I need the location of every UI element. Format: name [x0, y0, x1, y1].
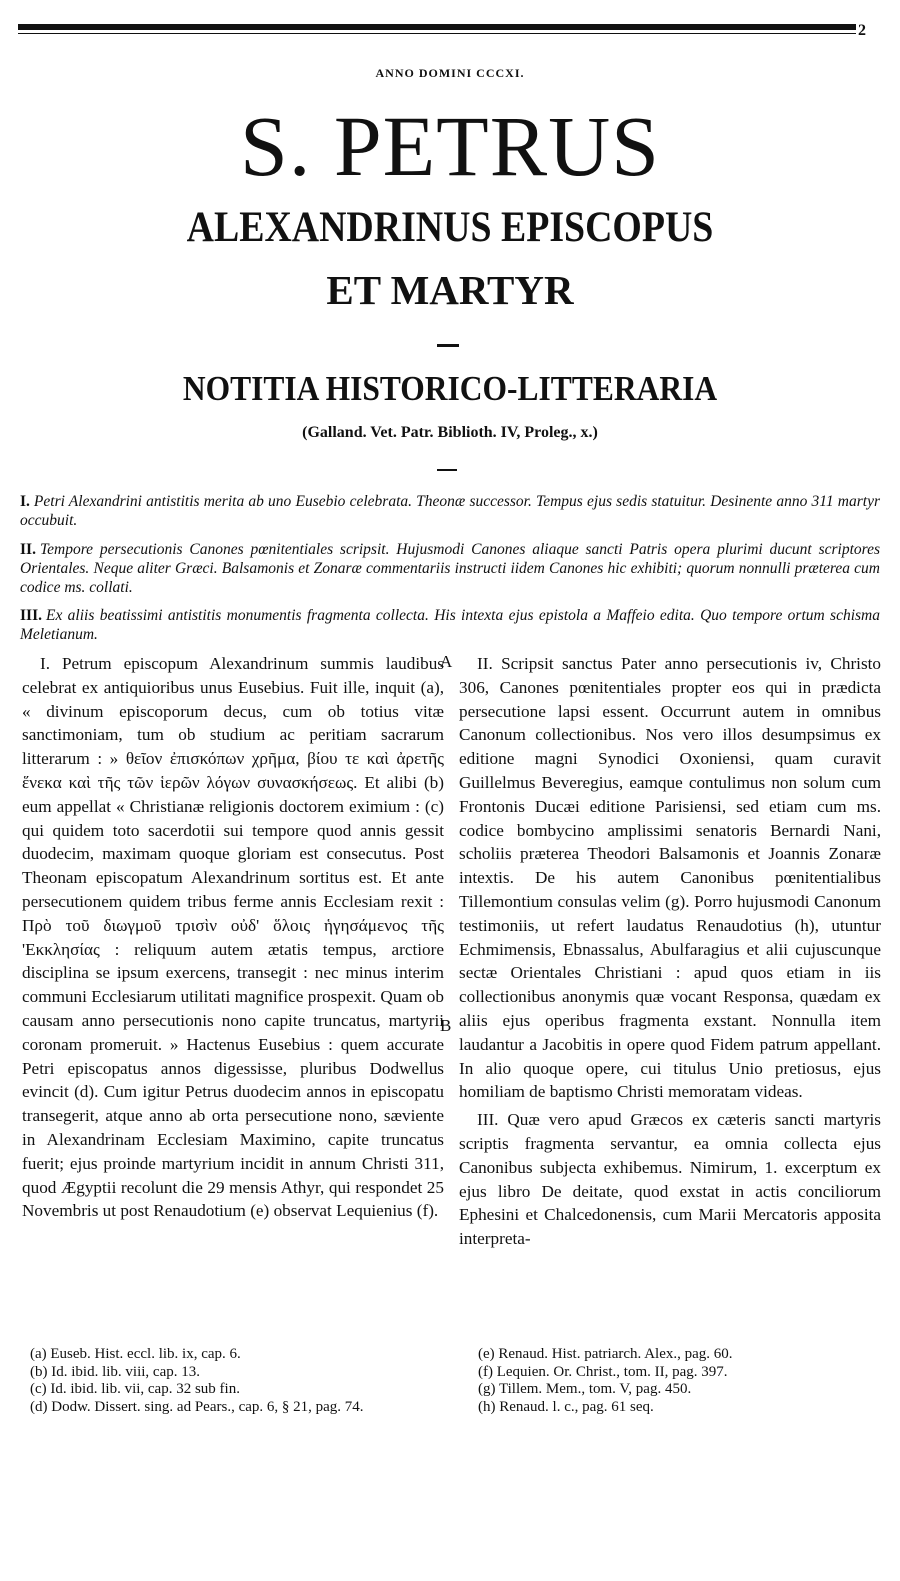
footnote: (h) Renaud. l. c., pag. 61 seq. [478, 1398, 654, 1415]
divider [437, 344, 459, 347]
footnote: (g) Tillem. Mem., tom. V, pag. 450. [478, 1381, 692, 1397]
section-title: NOTITIA HISTORICO-LITTERARIA [182, 369, 718, 408]
summary-item [20, 540, 880, 597]
page-number: 2 [858, 22, 866, 39]
title-sub: ALEXANDRINUS EPISCOPUS [186, 204, 714, 251]
margin-marker: A [440, 652, 453, 671]
footnotes-right [478, 1346, 898, 1416]
paragraph: III. Quæ vero apud Græcos ex cæteris sancti martyris scriptis fragmenta servantur, ea omnia collecta ejus Canonibus subjecta exhibemus. Nimirum, 1. excerptum ex ejus libro De deitate, quod exstat in actis conciliorum Ephesini et Chalcedonensis, cum Marii Mercatoris apposita interpreta- [459, 1110, 881, 1249]
summary-text: Tempore persecutionis Canones pœnitentiales scripsit. Hujusmodi Canones aliaque sancti Patris opera plurimi ducunt scriptores Orientales. Neque aliter Græci. Balsamonis et Zonaræ commentariis instructi iidem Canones hic exhibiti; quorum nonnulli præterea cum codice ms. collati. [20, 541, 880, 596]
summary-number: II. [20, 541, 36, 558]
footnote: (b) Id. ibid. lib. viii, cap. 13. [30, 1363, 200, 1380]
paragraph: I. Petrum episcopum Alexandrinum summis laudibus celebrat ex antiquioribus unus Eusebius. Fuit ille, inquit (a), « divinum episcoporum decus, cum ob totius vitæ sanctimoniam, tum ob studium ac peritiam sacrarum litterarum : » θεῖον ἐπισκόπων χρῆμα, βίου τε καὶ ἀρετῆς ἕνεκα καὶ τῆς τῶν ἱερῶν λόγων συνασκήσεως. Et alibi (b) eum appellat « Christianæ religionis doctorem eximium : (c) qui quidem toto sacerdotii sui tempore quod annis gessit duodecim, maximam quoque gloriam est consecutus. Post Theonam episcopatum Alexandrinum sortitus est. Et ante persecutionem quidem tribus ferme annis Ecclesiam rexit : Πρὸ τοῦ διωγμοῦ τρισὶν οὐδ' ὅλοις ἡγησάμενος τῆς 'Εκκλησίας : reliquum autem ætatis tempus, arctiore disciplina se ipsum exercens, transegit : nec minus interim communi Ecclesiarum utilitati magnifice prospexit. Quam ob causam anno persecutionis nono capite truncatus, martyrii coronam promeruit. » Hactenus Eusebius : quem accurate Petri episcopatus annos digessisse, pluribus Dodwellus evincit (d). Cum igitur Petrus duodecim annos in episcopatu transegerit, atque anno ab orta persecutione nono, sæviente in Alexandrinam Ecclesiam Maximino, capite truncatus fuerit; ejus proinde martyrium incidit in annum Christi 311, quod Ægyptii recolunt die 29 mensis Athyr, qui respondet 25 Novembris ut post Renaudotium (e) observat Lequienius (f). [22, 654, 444, 1221]
summary-text: Petri Alexandrini antistitis merita ab uno Eusebio celebrata. Theonæ successor. Tempus ejus sedis statuitur. Desinente anno 311 martyr occubuit. [20, 493, 880, 529]
summary-item [20, 492, 880, 530]
right-column [459, 652, 881, 1255]
summary-text: Ex aliis beatissimi antistitis monumentis fragmenta collecta. His intexta ejus epistola a Maffeio edita. Quo tempore ortum schisma Meletianum. [20, 607, 880, 643]
footnote: (a) Euseb. Hist. eccl. lib. ix, cap. 6. [30, 1346, 241, 1362]
top-rule-thin [18, 33, 856, 34]
footnote: (f) Lequien. Or. Christ., tom. II, pag. 397. [478, 1363, 728, 1380]
footnote: (e) Renaud. Hist. patriarch. Alex., pag. 60. [478, 1346, 733, 1362]
title-sub2: ET MARTYR [326, 267, 574, 313]
left-column [22, 652, 444, 1227]
top-rule [18, 24, 856, 30]
footnote: (d) Dodw. Dissert. sing. ad Pears., cap. 6, § 21, pag. 74. [30, 1398, 364, 1415]
footnotes-left [30, 1346, 450, 1416]
summary-item [20, 606, 880, 644]
source-citation: (Galland. Vet. Patr. Biblioth. IV, Proleg., x.) [302, 424, 598, 441]
summary-number: I. [20, 493, 30, 510]
footnote: (c) Id. ibid. lib. vii, cap. 32 sub fin. [30, 1381, 240, 1397]
title-main: S. PETRUS [239, 98, 661, 194]
margin-marker: B [440, 1016, 452, 1035]
divider [437, 469, 457, 471]
summary-number: III. [20, 607, 42, 624]
running-head: ANNO DOMINI CCCXI. [375, 66, 525, 80]
paragraph: II. Scripsit sanctus Pater anno persecutionis iv, Christo 306, Canones pœnitentiales propter eos qui in prædicta persecutione lapsi essent. Occurrunt autem in omnibus Canonum collectionibus. Nos vero illos desumpsimus ex editione magni Synodici Oxoniensi, quam curavit Guillelmus Beveregius, eamque contulimus non solum cum Frontonis Ducæi editione Parisiensi, sed etiam cum ms. codice bombycino amplissimi senatoris Bernardi Nani, scholiis præterea Theodori Balsamonis et Joannis Zonaræ intextis. De his autem Canonibus pœnitentialibus Tillemontium consulas velim (g). Porro hujusmodi Canonum testimoniis, ut refert laudatus Renaudotius (h), utuntur Echmimensis, Ebnassalus, Abulfaragius et alii cujuscunque sectæ Orientales Christiani : apud quos etiam in iis collectionibus anonymis quæ vocant Responsa, quædam ex aliis ejus operibus fragmenta exstant. Nonnulla item laudantur a Jacobitis in opere quod Fidem patrum appellant. In alio quoque opere, cui titulus Unio pretiosus, ejus homiliam de baptismo Christi memoratam videas. [459, 654, 881, 1102]
